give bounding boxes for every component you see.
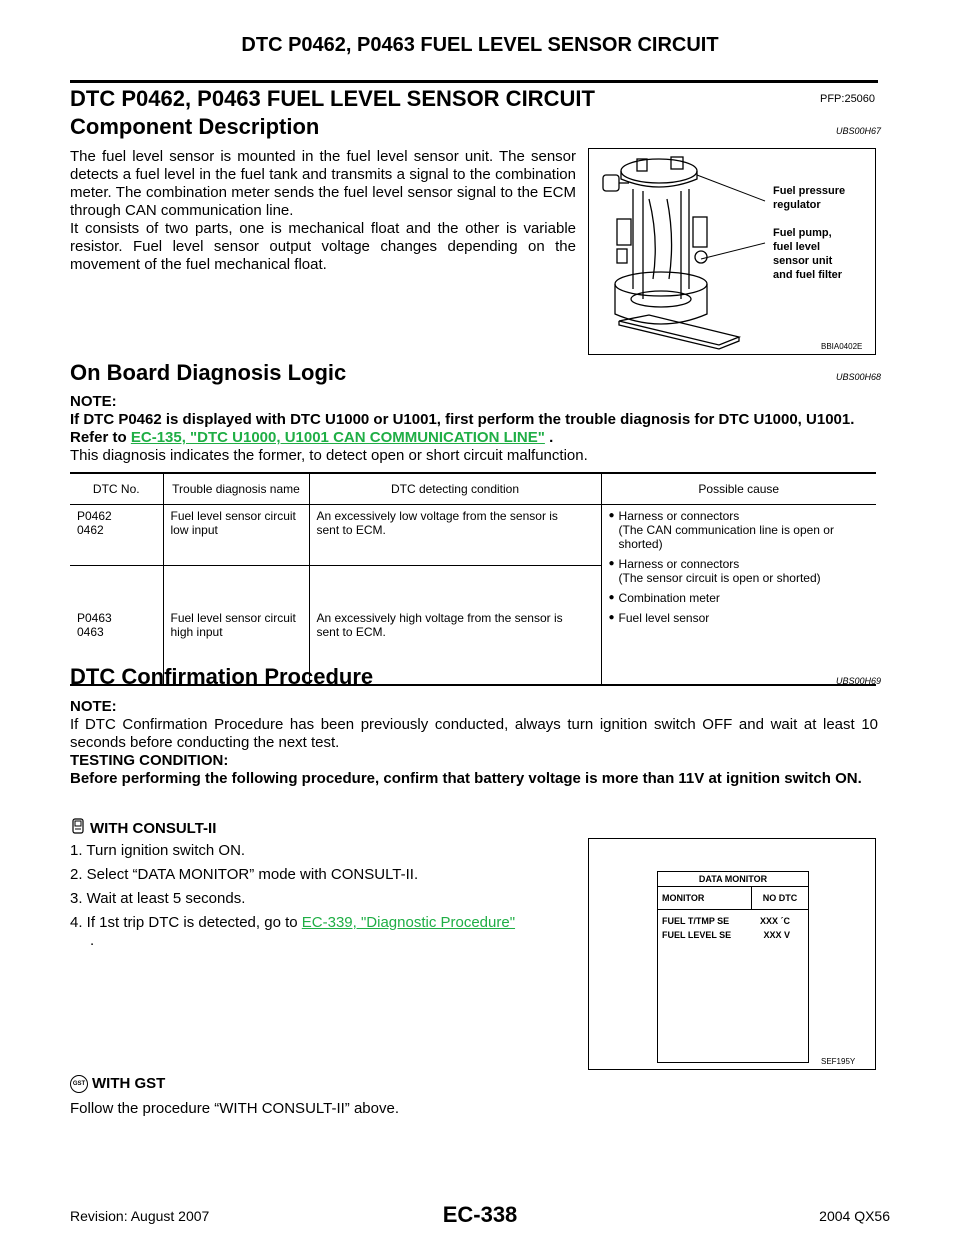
- cause-item: [609, 509, 870, 551]
- step-item: 2. Select “DATA MONITOR” mode with CONSULT-II.: [70, 866, 419, 883]
- gst-heading-row: [70, 1075, 165, 1093]
- page-number: EC-338: [442, 1202, 518, 1227]
- cause-detail: (The sensor circuit is open or shorted): [618, 571, 821, 585]
- cause-text: Harness or connectors: [618, 557, 740, 571]
- step-item: 3. Wait at least 5 seconds.: [70, 890, 246, 907]
- confirmation-heading: DTC Confirmation Procedure: [70, 664, 374, 689]
- dtc-code: P0462: [77, 509, 112, 523]
- confirmation-note-label: NOTE:: [70, 698, 117, 715]
- monitor-rows: [658, 910, 808, 940]
- cause-item: [609, 557, 870, 585]
- monitor-row: [662, 930, 804, 940]
- trouble-name-2: high input: [170, 625, 223, 639]
- possible-cause-cell: [601, 505, 876, 685]
- obd-logic-heading: On Board Diagnosis Logic: [70, 360, 347, 385]
- part-code: PFP:25060: [820, 93, 876, 105]
- table-header-row: [70, 474, 876, 505]
- consult-heading-row: [70, 818, 216, 839]
- gst-text: Follow the procedure “WITH CONSULT-II” above.: [70, 1100, 399, 1117]
- monitor-screen: [657, 871, 809, 1063]
- data-monitor-figure: [588, 838, 876, 1070]
- consult-ii-icon: [70, 818, 86, 839]
- testing-condition-label: TESTING CONDITION:: [70, 752, 229, 769]
- obd-logic-code: UBS00H68: [836, 372, 882, 382]
- component-description-text: [70, 148, 576, 274]
- figure-label-regulator-1: Fuel pressure: [773, 185, 846, 197]
- obd-note-label: NOTE:: [70, 393, 117, 410]
- footer-model: 2004 QX56: [819, 1208, 890, 1224]
- confirmation-code: UBS00H69: [836, 676, 882, 686]
- dtc-code: P0463: [77, 611, 112, 625]
- header-trouble-name: Trouble diagnosis name: [163, 474, 309, 505]
- obd-description: This diagnosis indicates the former, to detect open or short circuit malfunction.: [70, 447, 588, 464]
- cause-detail: (The CAN communication line is open or: [618, 523, 834, 537]
- bullet-icon: ●: [608, 558, 615, 569]
- component-description-code: UBS00H67: [836, 126, 882, 136]
- link-ec-135[interactable]: EC-135, "DTC U1000, U1001 CAN COMMUNICATION LINE": [130, 429, 545, 446]
- table-row: [70, 505, 876, 566]
- link-ec-339[interactable]: EC-339, "Diagnostic Procedure": [301, 914, 516, 931]
- obd-note: [70, 393, 880, 447]
- monitor-row-label: FUEL LEVEL SE: [662, 930, 732, 940]
- condition-1: An excessively low voltage from the sensor is: [316, 509, 558, 523]
- obd-note-body: [70, 411, 880, 447]
- footer-revision: Revision: August 2007: [70, 1208, 210, 1224]
- component-description-para1: The fuel level sensor is mounted in the fuel level sensor unit. The sensor detects a fuel level in the fuel tank and transmits a signal to the combination meter. The combination meter sends the fuel level sensor signal to the ECM through CAN communication line.: [70, 148, 576, 219]
- figure-label-pump-3: sensor unit: [773, 255, 833, 267]
- cause-item: [609, 611, 870, 625]
- dtc-code-short: 0462: [77, 523, 104, 537]
- dtc-code-short: 0463: [77, 625, 104, 639]
- figure-label-pump-2: fuel level: [773, 241, 821, 253]
- cause-text: Harness or connectors: [618, 509, 740, 523]
- trouble-name-cell: [163, 505, 309, 566]
- monitor-row: [662, 916, 804, 926]
- testing-condition-text: Before performing the following procedure, confirm that battery voltage is more than 11V at ignition switch ON.: [70, 770, 862, 787]
- monitor-figure-id: SEF195Y: [821, 1057, 856, 1066]
- component-description-para2: It consists of two parts, one is mechanical float and the other is variable resistor. Fuel level sensor output voltage changes depending on the movement of the fuel mechanical float.: [70, 220, 576, 273]
- obd-note-text: If DTC P0462 is displayed with DTC U1000 or U1001, first perform the trouble diagnosis for DTC U1000, U1001. Refer to: [70, 411, 855, 446]
- bullet-icon: ●: [608, 612, 615, 623]
- confirmation-note: [70, 698, 878, 788]
- header-rule: [70, 80, 878, 83]
- fuel-sensor-unit-figure: [588, 148, 876, 355]
- gst-heading: WITH GST: [92, 1075, 166, 1092]
- consult-heading: WITH CONSULT-II: [90, 819, 217, 837]
- dtc-table-wrapper: [70, 472, 876, 686]
- header-possible-cause: Possible cause: [601, 474, 876, 505]
- page-title: DTC P0462, P0463 FUEL LEVEL SENSOR CIRCUIT: [70, 86, 595, 111]
- step-item-4: [70, 914, 582, 932]
- bullet-icon: ●: [608, 510, 615, 521]
- step-item: 1. Turn ignition switch ON.: [70, 842, 246, 859]
- consult-steps: [70, 842, 582, 950]
- monitor-row-label: FUEL T/TMP SE: [662, 916, 730, 926]
- figure-label-pump-1: Fuel pump,: [773, 227, 832, 239]
- header-condition: DTC detecting condition: [309, 474, 601, 505]
- dtc-table: [70, 474, 876, 684]
- condition-1: An excessively high voltage from the sensor is: [316, 611, 563, 625]
- cause-detail: shorted): [618, 537, 663, 551]
- condition-cell: [309, 505, 601, 566]
- trouble-name-1: Fuel level sensor circuit: [170, 509, 296, 523]
- condition-2: sent to ECM.: [316, 523, 386, 537]
- monitor-header: [658, 887, 808, 910]
- step-item-4-end: .: [90, 932, 95, 949]
- monitor-row-value: XXX ´C: [759, 916, 790, 926]
- figure-id: BBIA0402E: [821, 342, 863, 351]
- obd-note-end: .: [549, 429, 554, 446]
- figure-label-pump-4: and fuel filter: [773, 269, 843, 281]
- trouble-name-2: low input: [170, 523, 218, 537]
- condition-2: sent to ECM.: [316, 625, 386, 639]
- step-text: 4. If 1st trip DTC is detected, go to: [70, 914, 298, 931]
- figure-label-regulator-2: regulator: [773, 199, 821, 211]
- trouble-name-1: Fuel level sensor circuit: [170, 611, 296, 625]
- running-title: DTC P0462, P0463 FUEL LEVEL SENSOR CIRCUIT: [241, 34, 719, 56]
- monitor-title: DATA MONITOR: [658, 872, 808, 887]
- monitor-col-1: MONITOR: [658, 887, 752, 909]
- confirmation-note-text: If DTC Confirmation Procedure has been previously conducted, always turn ignition switch OFF and wait at least 10 seconds before conducting the next test.: [70, 716, 878, 751]
- fuel-pump-illustration: [589, 149, 875, 354]
- cause-item: [609, 591, 870, 605]
- cause-text: Combination meter: [618, 591, 720, 605]
- monitor-row-value: XXX V: [763, 930, 790, 940]
- gst-icon: GST: [70, 1075, 88, 1093]
- dtc-cell: [70, 505, 163, 566]
- component-description-heading: Component Description: [70, 114, 320, 139]
- monitor-col-2: NO DTC: [762, 893, 798, 903]
- header-dtc-no: DTC No.: [70, 474, 163, 505]
- cause-text: Fuel level sensor: [618, 611, 710, 625]
- bullet-icon: ●: [608, 592, 615, 603]
